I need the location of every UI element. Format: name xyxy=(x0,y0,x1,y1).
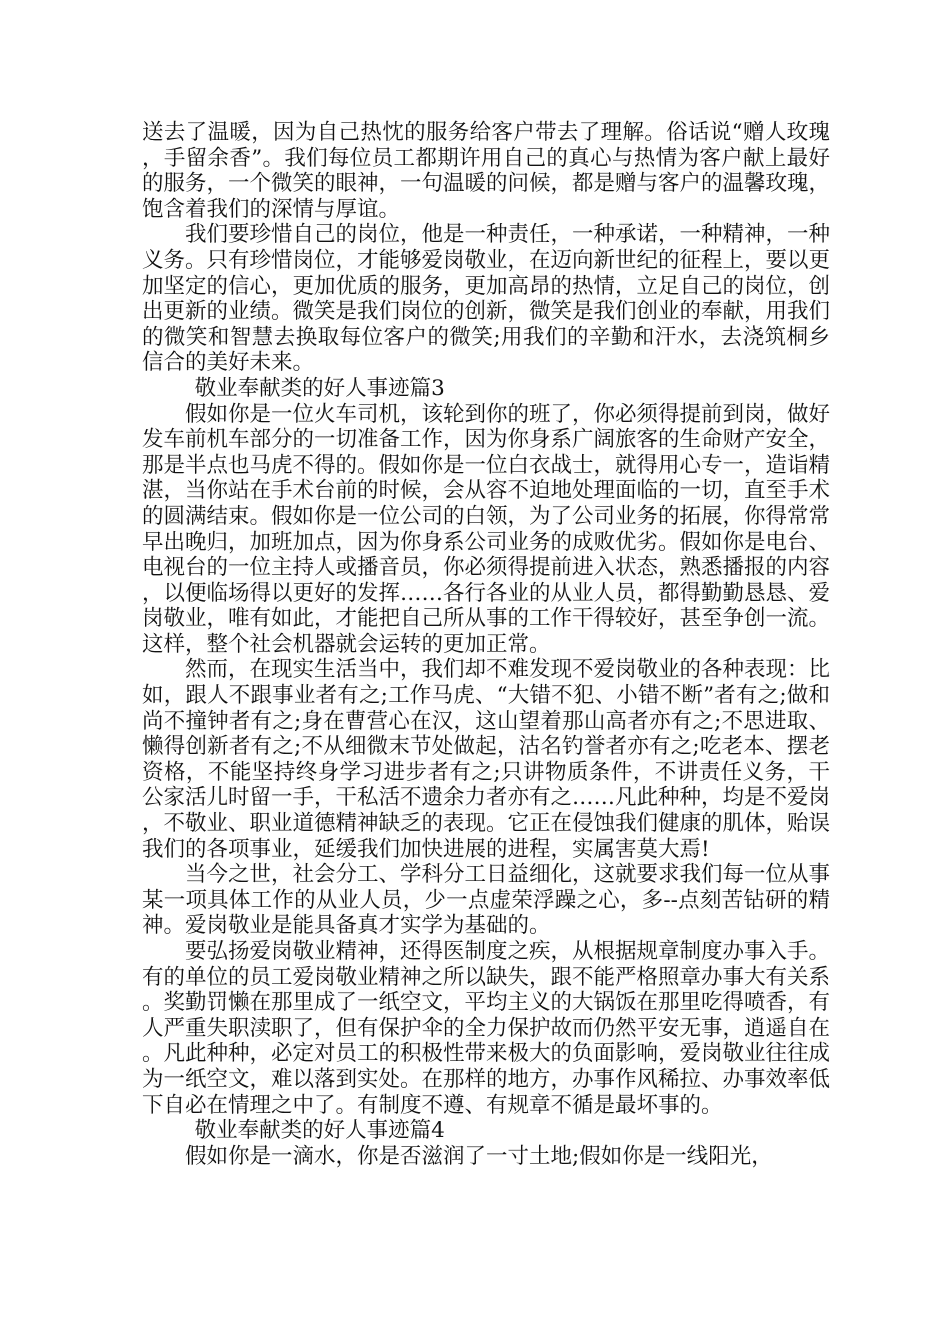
paragraph-water-drop: 假如你是一滴水，你是否滋润了一寸土地;假如你是一线阳光， xyxy=(185,1143,773,1169)
paragraph-division-of-labor: 当今之世，社会分工、学科分工日益细化，这就要求我们每一位从事某一项具体工作的从业人员，少一点虚荣浮躁之心，多--点刻苦钻研的精神。爱岗敬业是能具备真才实学为基础的。 xyxy=(142,862,831,939)
document-page xyxy=(142,120,830,1169)
paragraph-train-driver: 假如你是一位火车司机，该轮到你的班了，你必须得提前到岗，做好发车前机车部分的一切准备工作，因为你身系广阔旅客的生命财产安全，那是半点也马虎不得的。假如你是一位白衣战士，就得用心专一，造诣精湛，当你站在手术台前的时候，会从容不迫地处理面临的一切，直至手术的圆满结束。假如你是一位公司的白领，为了公司业务的拓展，你得常常早出晚归，加班加点，因为你身系公司业务的成败优劣。假如你是电台、电视台的一位主持人或播音员，你必须得提前进入状态，熟悉播报的内容，以便临场得以更好的发挥……各行各业的从业人员，都得勤勤恳恳、爱岗敬业，唯有如此，才能把自己所从事的工作干得较好，甚至争创一流。这样，整个社会机器就会运转的更加正常。 xyxy=(142,401,831,657)
paragraph-negative-examples: 然而，在现实生活当中，我们却不难发现不爱岗敬业的各种表现：比如，跟人不跟事业者有之;工作马虎、“大错不犯、小错不断”者有之;做和尚不撞钟者有之;身在曹营心在汉，这山望着那山高者亦有之;不思进取、懒得创新者有之;不从细微末节处做起，沽名钓誉者亦有之;吃老本、摆老资格，不能坚持终身学习进步者有之;只讲物质条件，不讲责任义务，干公家活儿时留一手，干私活不遗余力者亦有之……凡此种种，均是不爱岗，不敬业、职业道德精神缺乏的表现。它正在侵蚀我们健康的肌体，贻误我们的各项事业，延缓我们加快进展的进程，实属害莫大焉! xyxy=(142,657,831,862)
paragraph-continued: 送去了温暖，因为自己热忱的服务给客户带去了理解。俗话说“赠人玫瑰，手留余香”。我们每位员工都期许用自己的真心与热情为客户献上最好的服务，一个微笑的眼神，一句温暖的问候，都是赠与客户的温馨玫瑰，饱含着我们的深情与厚谊。 xyxy=(142,120,831,222)
paragraph-cherish-post: 我们要珍惜自己的岗位，他是一种责任，一种承诺，一种精神，一种义务。只有珍惜岗位，才能够爱岗敬业，在迈向新世纪的征程上，要以更加坚定的信心，更加优质的服务，更加高昂的热情，立足自己的岗位，创出更新的业绩。微笑是我们岗位的创新，微笑是我们创业的奉献，用我们的微笑和智慧去换取每位客户的微笑;用我们的辛勤和汗水，去浇筑桐乡信合的美好未来。 xyxy=(142,222,831,376)
section-heading-4: 敬业奉献类的好人事迹篇4 xyxy=(194,1118,445,1144)
paragraph-rules-system: 要弘扬爱岗敬业精神，还得医制度之疾，从根据规章制度办事入手。有的单位的员工爱岗敬业精神之所以缺失，跟不能严格照章办事大有关系。奖勤罚懒在那里成了一纸空文，平均主义的大锅饭在那里吃得喷香，有人严重失职渎职了，但有保护伞的全力保护故而仍然平安无事，逍遥自在。凡此种种，必定对员工的积极性带来极大的负面影响，爱岗敬业往往成为一纸空文，难以落到实处。在那样的地方，办事作风稀拉、办事效率低下自必在情理之中了。有制度不遵、有规章不循是最坏事的。 xyxy=(142,939,831,1118)
section-heading-3: 敬业奉献类的好人事迹篇3 xyxy=(194,375,445,401)
